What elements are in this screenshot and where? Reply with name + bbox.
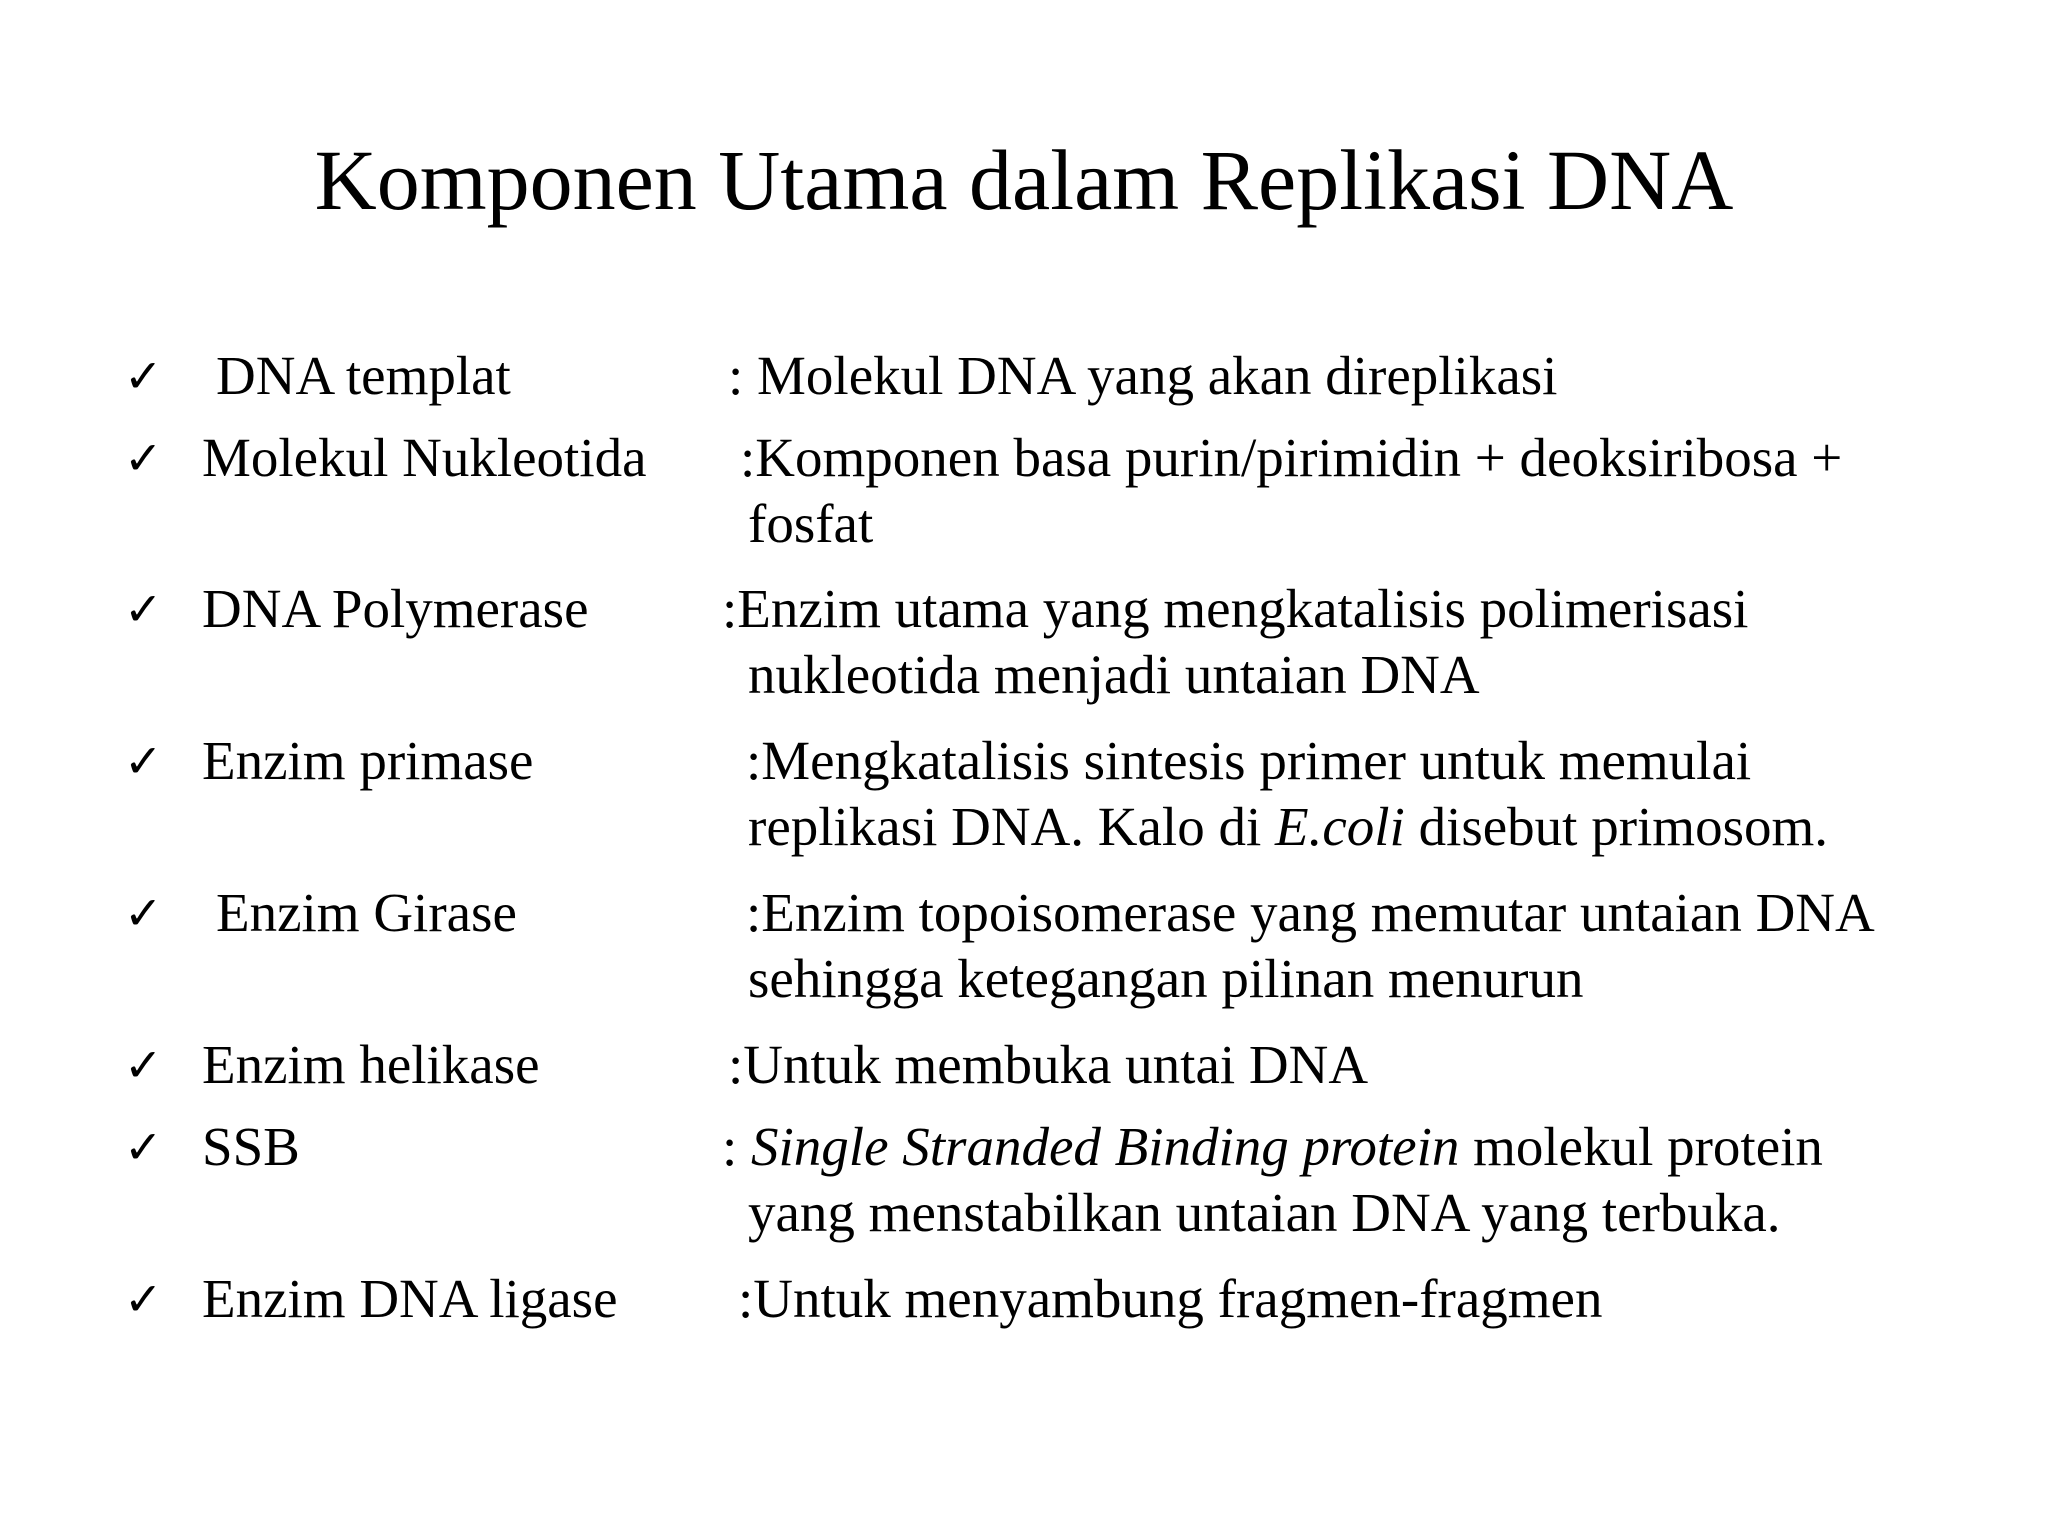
description-line: nukleotida menjadi untaian DNA (748, 644, 1480, 705)
checkmark-icon: ✓ (124, 1120, 163, 1174)
description-line (748, 792, 1828, 862)
description-line: : Molekul DNA yang akan direplikasi (728, 345, 1558, 406)
checkmark-icon: ✓ (124, 349, 163, 403)
text-segment: : (722, 1116, 752, 1177)
description-line: :Mengkatalisis sintesis primer untuk memulai (746, 730, 1752, 791)
item-term: Molekul Nukleotida (202, 427, 647, 488)
slide-title: Komponen Utama dalam Replikasi DNA (314, 132, 1734, 228)
item-description (728, 341, 1557, 411)
item-description (728, 1030, 1368, 1100)
italic-term: Single Stranded Binding protein (751, 1116, 1460, 1177)
item-description (746, 726, 1829, 866)
text-segment: replikasi DNA. Kalo di (748, 796, 1275, 857)
description-line: :Untuk membuka untai DNA (728, 1034, 1369, 1095)
checkmark-icon: ✓ (124, 1272, 163, 1326)
checkmark-icon: ✓ (124, 1038, 163, 1092)
description-line: :Untuk menyambung fragmen-fragmen (738, 1268, 1603, 1329)
text-segment: disebut primosom. (1404, 796, 1829, 857)
item-term: Enzim primase (202, 730, 534, 791)
item-description (722, 1112, 1823, 1252)
description-line: :Komponen basa purin/pirimidin + deoksiribosa + (740, 427, 1843, 488)
italic-species-name: E.coli (1275, 796, 1405, 857)
description-line: fosfat (748, 493, 874, 554)
checkmark-icon: ✓ (124, 431, 163, 485)
item-term: Enzim helikase (202, 1034, 540, 1095)
item-term: SSB (202, 1116, 300, 1177)
item-term: DNA templat (216, 345, 511, 406)
item-description (746, 878, 1875, 1018)
description-line: :Enzim topoisomerase yang memutar untaian DNA (746, 882, 1875, 943)
checkmark-icon: ✓ (124, 582, 163, 636)
item-description (740, 423, 1842, 563)
item-description (722, 574, 1748, 714)
item-description (738, 1264, 1602, 1334)
item-term: DNA Polymerase (202, 578, 589, 639)
description-line: yang menstabilkan untaian DNA yang terbuka. (748, 1182, 1781, 1243)
text-segment: molekul protein (1459, 1116, 1823, 1177)
checkmark-icon: ✓ (124, 886, 163, 940)
description-line (722, 1112, 1823, 1182)
item-term: Enzim Girase (216, 882, 517, 943)
checkmark-icon: ✓ (124, 734, 163, 788)
item-term: Enzim DNA ligase (202, 1268, 618, 1329)
description-line: :Enzim utama yang mengkatalisis polimerisasi (722, 578, 1749, 639)
description-line: sehingga ketegangan pilinan menurun (748, 948, 1584, 1009)
